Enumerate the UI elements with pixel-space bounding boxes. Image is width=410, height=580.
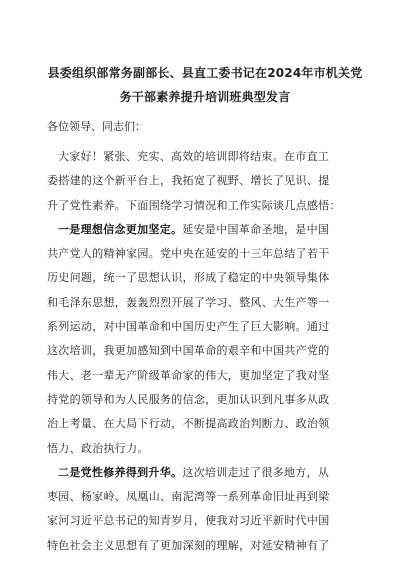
section-heading-2: 二是党性修养得到升华。 bbox=[58, 465, 183, 479]
document-body bbox=[47, 149, 371, 562]
body-line: 委搭建的这个新平台上，我拓宽了视野、增长了见识、提 bbox=[47, 174, 330, 188]
body-text: 这次培训走过了很多地方，从 bbox=[182, 465, 330, 479]
body-line: 悟力、政治执行力。 bbox=[47, 441, 149, 455]
body-line: 大家好！紧张、充实、高效的培训即将结束。在市直工 bbox=[58, 150, 330, 163]
body-line: 治上考量、在大局下行动，不断提高政治判断力、政治领 bbox=[47, 417, 330, 431]
body-line: 升了党性素养。下面围绕学习情况和工作实际谈几点感悟： bbox=[47, 198, 341, 212]
body-line: 历史问题，统一了思想认识，形成了稳定的中央领导集体 bbox=[47, 271, 330, 285]
body-text: 延安是中国革命圣地，是中国 bbox=[182, 222, 330, 236]
body-line: 特色社会主义思想有了更加深刻的理解，对延安精神有了 bbox=[47, 538, 330, 552]
body-line bbox=[47, 222, 371, 246]
document-title-line-1: 县委组织部常务副部长、县直工委书记在2024年市机关党 bbox=[47, 66, 363, 80]
body-line: 共产党人的精神家园。党中央在延安的十三年总结了若干 bbox=[47, 247, 330, 261]
section-heading-1: 一是理想信念更加坚定。 bbox=[58, 222, 183, 236]
body-line: 系列运动，对中国革命和中国历史产生了巨大影响。通过 bbox=[47, 320, 330, 334]
body-line: 这次培训，我更加感知到中国革命的艰辛和中国共产党的 bbox=[47, 344, 330, 358]
body-line: 持党的领导和为人民服务的信念，更加认识到凡事多从政 bbox=[47, 392, 330, 406]
body-line: 家河习近平总书记的知青岁月，使我对习近平新时代中国 bbox=[47, 514, 330, 528]
body-line bbox=[47, 465, 371, 489]
body-line: 枣园、杨家岭、凤凰山、南泥湾等一系列革命旧址再到梁 bbox=[47, 490, 330, 504]
document-title-line-2: 务干部素养提升培训班典型发言 bbox=[119, 90, 291, 104]
body-line: 和毛泽东思想，轰轰烈烈开展了学习、整风、大生产等一 bbox=[47, 295, 330, 309]
salutation: 各位领导、同志们： bbox=[47, 120, 146, 133]
body-line: 伟大、老一辈无产阶级革命家的伟大，更加坚定了我对坚 bbox=[47, 368, 330, 382]
